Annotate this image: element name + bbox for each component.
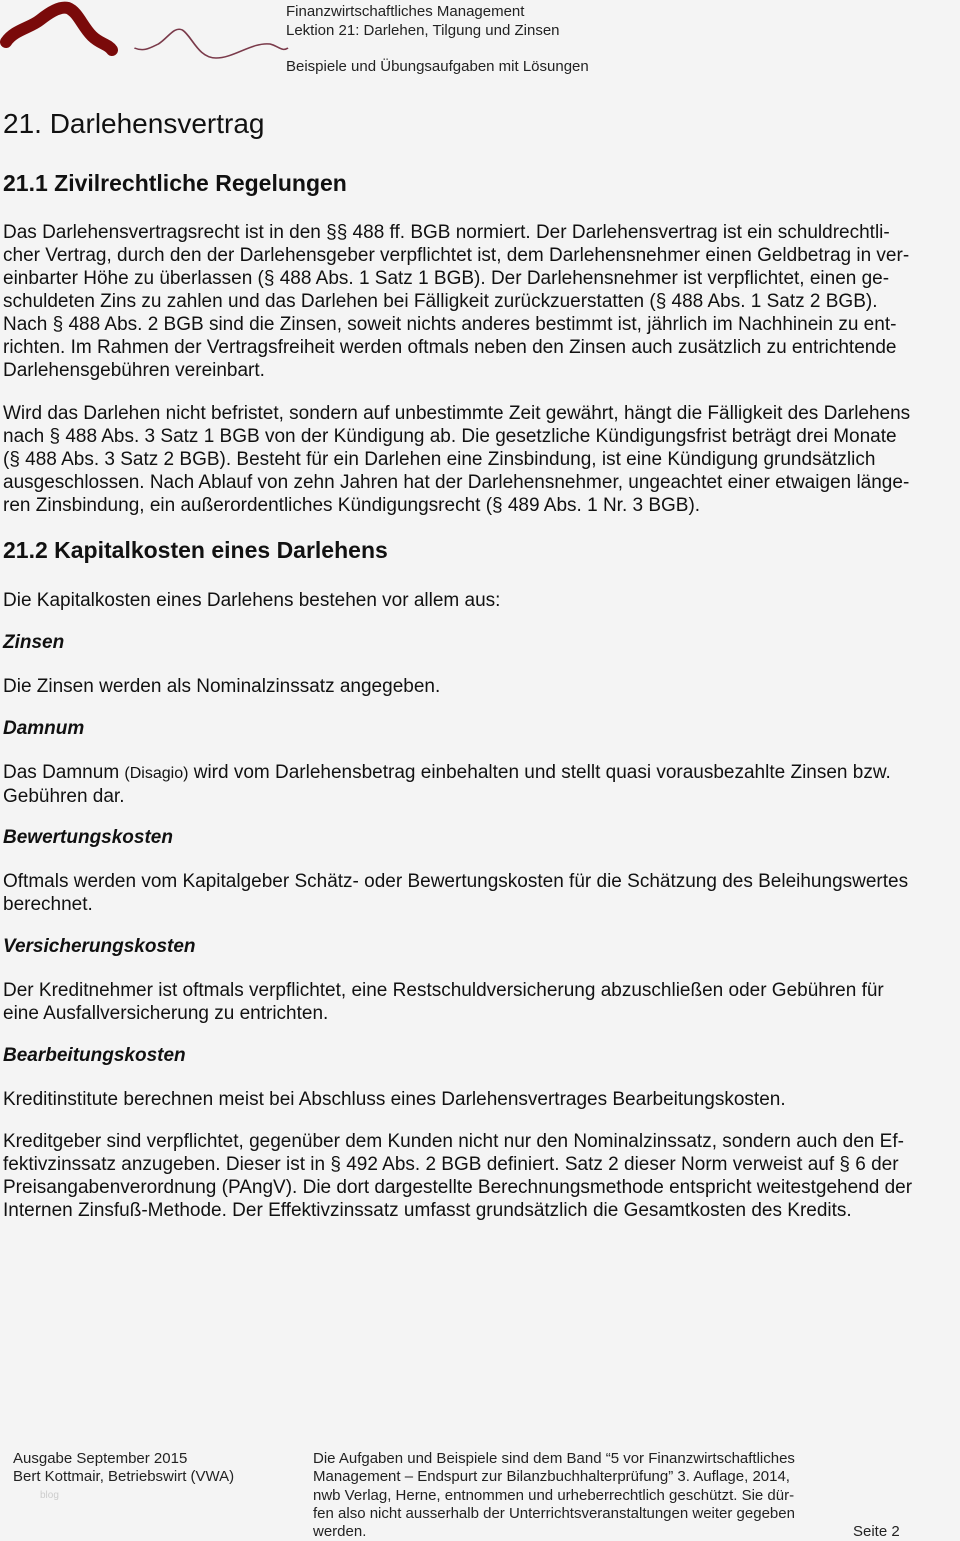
header-subtitle: Beispiele und Übungsaufgaben mit Lösungen (286, 58, 589, 75)
header-course: Finanzwirtschaftliches Management (286, 3, 525, 20)
text-line: nwb Verlag, Herne, entnommen und urheberrechtlich geschützt. Sie dür- (313, 1486, 795, 1504)
text-line: Wird das Darlehen nicht befristet, sondern auf unbestimmte Zeit gewährt, hängt die Fälligkeit des Darlehens (3, 403, 911, 424)
text-line: schuldeten Zins zu zahlen und das Darlehen bei Fälligkeit zurückzuerstatten (§ 488 Abs. 1 Satz 2 BGB). (3, 291, 878, 312)
subheading-versicherungskosten: Versicherungskosten (3, 936, 196, 957)
text-line: einbarter Höhe zu überlassen (§ 488 Abs. 1 Satz 1 BGB). Der Darlehensnehmer ist verpflichtet, einen ge- (3, 268, 890, 289)
footer-copyright (313, 1450, 795, 1541)
disagio-note: (Disagio) (124, 765, 189, 782)
paragraph-2 (3, 402, 910, 517)
text-line: Nach § 488 Abs. 2 BGB sind die Zinsen, soweit nichts anderes bestimmt ist, jährlich im Nachhinein zu ent- (3, 314, 897, 335)
watermark: blog (40, 1490, 59, 1501)
text-line: Gebühren dar. (3, 786, 125, 807)
versicherungskosten-text (3, 979, 884, 1025)
text-line: fen also nicht ausserhalb der Unterrichtsveranstaltungen weiter gegeben (313, 1504, 795, 1522)
text-line: Management – Endspurt zur Bilanzbuchhalterprüfung” 3. Auflage, 2014, (313, 1468, 790, 1486)
text-line: berechnet. (3, 894, 93, 915)
damnum-text (3, 761, 891, 808)
text-line: (§ 488 Abs. 3 Satz 2 BGB). Besteht für ein Darlehen eine Zinsbindung, ist eine Kündigung grundsätzlich (3, 449, 876, 470)
subheading-zinsen: Zinsen (3, 632, 65, 653)
footer-date: Ausgabe September 2015 (13, 1450, 188, 1467)
text-line: Internen Zinsfuß-Methode. Der Effektivzinssatz umfasst grundsätzlich die Gesamtkosten des Kredits. (3, 1200, 852, 1221)
text-line: Der Kreditnehmer ist oftmals verpflichtet, eine Restschuldversicherung abzuschließen oder Gebühren für (3, 980, 884, 1001)
text-line: fektivzinssatz anzugeben. Dieser ist in § 492 Abs. 2 BGB definiert. Satz 2 dieser Norm verweist auf § 6 der (3, 1154, 899, 1175)
text-line: ren Zinsbindung, ein außerordentliches Kündigungsrecht (§ 489 Abs. 1 Nr. 3 BGB). (3, 495, 701, 516)
text-line: Oftmals werden vom Kapitalgeber Schätz- oder Bewertungskosten für die Schätzung des Beleihungswertes (3, 871, 909, 892)
bearbeitungskosten-text: Kreditinstitute berechnen meist bei Abschluss eines Darlehensvertrages Bearbeitungskosten. (3, 1089, 786, 1110)
text-line: werden. (313, 1523, 367, 1541)
section-heading-2: 21.2 Kapitalkosten eines Darlehens (3, 537, 388, 563)
text-line: Kreditgeber sind verpflichtet, gegenüber dem Kunden nicht nur den Nominalzinssatz, sondern auch den Ef- (3, 1131, 904, 1152)
paragraph-1 (3, 221, 909, 382)
page-title: 21. Darlehensvertrag (3, 108, 265, 139)
header-lesson: Lektion 21: Darlehen, Tilgung und Zinsen (286, 22, 560, 39)
subheading-bewertungskosten: Bewertungskosten (3, 827, 173, 848)
text-line: Die Aufgaben und Beispiele sind dem Band “5 vor Finanzwirtschaftliches (313, 1450, 795, 1467)
text-line: cher Vertrag, durch den der Darlehensgeber verpflichtet ist, dem Darlehensnehmer einen Geldbetrag in ver- (3, 245, 910, 266)
footer-edition (13, 1450, 234, 1487)
page-number: Seite 2 (853, 1523, 900, 1540)
text-line: Preisangabenverordnung (PAngV). Die dort dargestellte Berechnungsmethode entspricht weitestgehend der (3, 1177, 913, 1198)
intro-text: Die Kapitalkosten eines Darlehens bestehen vor allem aus: (3, 590, 501, 611)
subheading-bearbeitungskosten: Bearbeitungskosten (3, 1045, 186, 1066)
zinsen-text: Die Zinsen werden als Nominalzinssatz angegeben. (3, 676, 441, 697)
logo-brush-stroke (0, 0, 290, 70)
footer-author: Bert Kottmair, Betriebswirt (VWA) (13, 1468, 235, 1486)
text-line: eine Ausfallversicherung zu entrichten. (3, 1003, 329, 1024)
subheading-damnum: Damnum (3, 718, 85, 739)
section-heading-1: 21.1 Zivilrechtliche Regelungen (3, 170, 347, 196)
text-line: richten. Im Rahmen der Vertragsfreiheit werden oftmals neben den Zinsen auch zusätzlich zu entrichtende (3, 337, 897, 358)
text-line: Das Darlehensvertragsrecht ist in den §§ 488 ff. BGB normiert. Der Darlehensvertrag ist ein schuldrechtli- (3, 222, 890, 243)
text-part: wird vom Darlehensbetrag einbehalten und stellt quasi vorausbezahlte Zinsen bzw. (188, 762, 891, 783)
text-line: ausgeschlossen. Nach Ablauf von zehn Jahren hat der Darlehensnehmer, ungeachtet einer etwaigen länge- (3, 472, 910, 493)
text-line: Darlehensgebühren vereinbart. (3, 360, 265, 381)
text-line: nach § 488 Abs. 3 Satz 1 BGB von der Kündigung ab. Die gesetzliche Kündigungsfrist beträgt drei Monate (3, 426, 897, 447)
effektivzins-paragraph (3, 1130, 912, 1222)
bewertungskosten-text (3, 870, 908, 916)
text-part: Das Damnum (3, 762, 125, 783)
